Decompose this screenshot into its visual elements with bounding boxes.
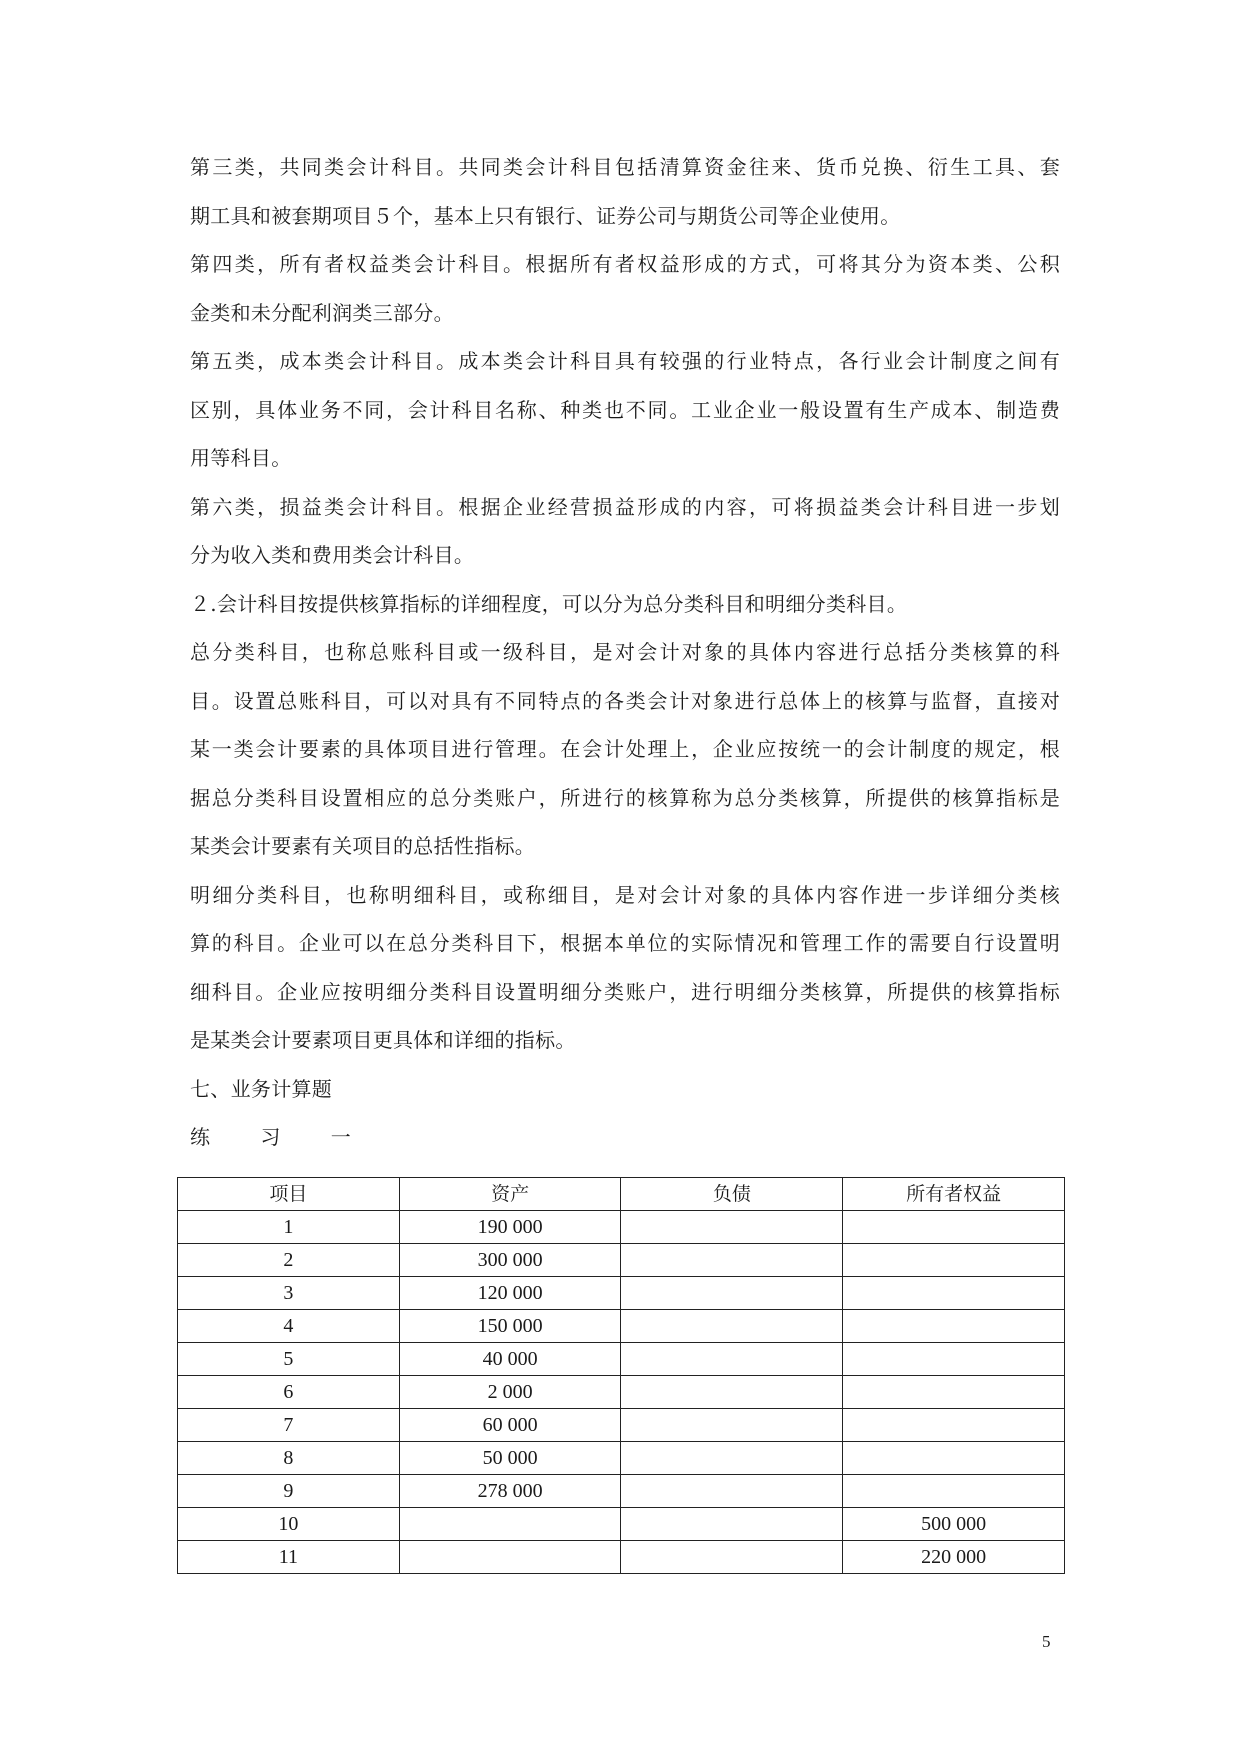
table-cell: 40 000: [399, 1343, 621, 1376]
text-line: 区别，具体业务不同，会计科目名称、种类也不同。工业企业一般设置有生产成本、制造费: [190, 397, 1060, 422]
table-row: [178, 1343, 1065, 1376]
table-cell: 11: [178, 1541, 400, 1574]
table-cell: [621, 1442, 843, 1475]
table-cell: [621, 1541, 843, 1574]
table-cell: [621, 1508, 843, 1541]
text-line: 算的科目。企业可以在总分类科目下，根据本单位的实际情况和管理工作的需要自行设置明: [190, 931, 1060, 955]
table-cell: 1: [178, 1211, 400, 1244]
table-cell: 9: [178, 1475, 400, 1508]
table-cell: [843, 1277, 1065, 1310]
table-cell: 2: [178, 1244, 400, 1277]
table-cell: [843, 1442, 1065, 1475]
table-cell: 7: [178, 1409, 400, 1442]
text-line: 是某类会计要素项目更具体和详细的指标。: [190, 1028, 576, 1052]
table-cell: [621, 1376, 843, 1409]
text-line: 期工具和被套期项目５个，基本上只有银行、证券公司与期货公司等企业使用。: [190, 203, 901, 228]
page-number: 5: [1042, 1632, 1051, 1651]
table-row: [178, 1409, 1065, 1442]
table-cell: 190 000: [399, 1211, 621, 1244]
table-cell: 220 000: [843, 1541, 1065, 1574]
text-line: 明细分类科目，也称明细科目，或称细目，是对会计对象的具体内容作进一步详细分类核: [190, 882, 1060, 907]
text-line: 第三类，共同类会计科目。共同类会计科目包括清算资金往来、货币兑换、衍生工具、套: [190, 155, 1060, 179]
header-item: 项目: [178, 1178, 400, 1211]
text-line: 某一类会计要素的具体项目进行管理。在会计处理上，企业应按统一的会计制度的规定，根: [190, 737, 1060, 761]
table-cell: [843, 1409, 1065, 1442]
text-line: ２.会计科目按提供核算指标的详细程度，可以分为总分类科目和明细分类科目。: [190, 591, 908, 616]
table-cell: [621, 1409, 843, 1442]
table-cell: [843, 1310, 1065, 1343]
table-cell: [621, 1310, 843, 1343]
table-cell: [399, 1508, 621, 1541]
table-cell: [621, 1475, 843, 1508]
header-assets: 资产: [399, 1178, 621, 1211]
text-line: 第五类，成本类会计科目。成本类会计科目具有较强的行业特点，各行业会计制度之间有: [190, 349, 1060, 373]
exercise-table: [177, 1177, 1065, 1574]
table-cell: [621, 1211, 843, 1244]
table-row: [178, 1376, 1065, 1409]
table-row: [178, 1310, 1065, 1343]
table-cell: [843, 1244, 1065, 1277]
table-cell: 278 000: [399, 1475, 621, 1508]
table-cell: 3: [178, 1277, 400, 1310]
table-cell: 120 000: [399, 1277, 621, 1310]
section-heading: 七、业务计算题: [190, 1076, 333, 1101]
table-row: [178, 1442, 1065, 1475]
table-cell: 60 000: [399, 1409, 621, 1442]
table-cell: 50 000: [399, 1442, 621, 1475]
header-owners-equity: 所有者权益: [843, 1178, 1065, 1211]
table-cell: 300 000: [399, 1244, 621, 1277]
table-header-row: [178, 1178, 1065, 1211]
text-line: 某类会计要素有关项目的总括性指标。: [190, 834, 536, 858]
table-cell: 6: [178, 1376, 400, 1409]
text-line: 第六类，损益类会计科目。根据企业经营损益形成的内容，可将损益类会计科目进一步划: [190, 494, 1060, 519]
table-body: [178, 1211, 1065, 1574]
table-row: [178, 1277, 1065, 1310]
table-row: [178, 1541, 1065, 1574]
table-row: [178, 1475, 1065, 1508]
table-cell: 2 000: [399, 1376, 621, 1409]
table-cell: 500 000: [843, 1508, 1065, 1541]
table-cell: [843, 1475, 1065, 1508]
table-cell: [621, 1343, 843, 1376]
table-row: [178, 1508, 1065, 1541]
table-cell: [621, 1277, 843, 1310]
text-line: 目。设置总账科目，可以对具有不同特点的各类会计对象进行总体上的核算与监督，直接对: [190, 688, 1060, 713]
text-line: 据总分类科目设置相应的总分类账户，所进行的核算称为总分类核算，所提供的核算指标是: [190, 785, 1060, 810]
table-cell: [843, 1376, 1065, 1409]
exercise-heading: 练 习 一: [190, 1125, 373, 1149]
table-row: [178, 1244, 1065, 1277]
text-line: 总分类科目，也称总账科目或一级科目，是对会计对象的具体内容进行总括分类核算的科: [190, 640, 1060, 664]
text-line: 金类和未分配利润类三部分。: [190, 300, 454, 325]
text-line: 细科目。企业应按明细分类科目设置明细分类账户，进行明细分类核算，所提供的核算指标: [190, 979, 1060, 1004]
text-line: 分为收入类和费用类会计科目。: [190, 543, 475, 567]
table-cell: 8: [178, 1442, 400, 1475]
table-cell: [399, 1541, 621, 1574]
table-cell: [621, 1244, 843, 1277]
table-cell: 4: [178, 1310, 400, 1343]
table-row: [178, 1211, 1065, 1244]
table-cell: 5: [178, 1343, 400, 1376]
table-cell: [843, 1343, 1065, 1376]
text-line: 第四类，所有者权益类会计科目。根据所有者权益形成的方式，可将其分为资本类、公积: [190, 252, 1060, 276]
table-cell: 10: [178, 1508, 400, 1541]
table-cell: [843, 1211, 1065, 1244]
body-text: [190, 155, 1060, 1174]
table-cell: 150 000: [399, 1310, 621, 1343]
text-line: 用等科目。: [190, 446, 292, 470]
header-liabilities: 负债: [621, 1178, 843, 1211]
